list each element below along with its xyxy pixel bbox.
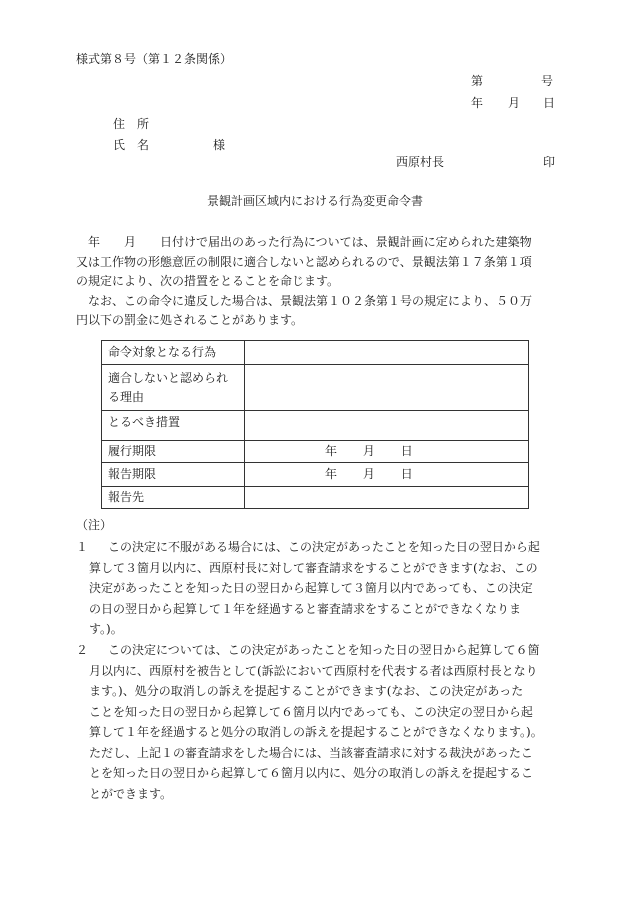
note-line: この決定に不服がある場合には、この決定があったことを知った日の翌日から起 [108,540,540,554]
table-row [102,411,529,441]
target-action-label: 命令対象となる行為 [102,341,245,365]
date-year: 年 [471,96,484,110]
body-line: 又は工作物の形態意匠の制限に適合しないと認められるので、景観法第１７条第１項 [76,254,532,269]
report-deadline-value [245,463,529,487]
compliance-deadline-label: 履行期限 [102,441,245,463]
reason-value [245,365,529,411]
table-row [102,463,529,487]
note-line: 決定があったことを知った日の翌日から起算して３箇月以内であっても、この決定 [89,581,533,595]
compliance-deadline-value [245,441,529,463]
report-deadline-label: 報告期限 [102,463,245,487]
document-title: 景観計画区域内における行為変更命令書 [206,194,423,208]
body-line: 円以下の罰金に処されることがあります。 [76,313,304,327]
issuer: 西原村長 [396,155,445,169]
note-line: ことを知った日の翌日から起算して６箇月以内であっても、この決定の翌日から起 [89,704,533,719]
note-line: ただし、上記１の審査請求をした場合には、当該審査請求に対する裁決があったこ [89,745,533,760]
note-line: とができます。 [89,786,173,801]
note-number: １ [76,540,89,554]
order-details-table [101,340,529,509]
notes-heading: （注） [76,518,113,532]
table-row [102,341,529,365]
body-line: 年 月 日付けで届出のあった行為については、景観計画に定められた建築物 [76,235,532,249]
report-day: 日 [400,467,413,481]
report-recipient-value [245,487,529,509]
body-line: の規定により、次の措置をとることを命じます。 [76,274,340,288]
doc-number-prefix: 第 [471,74,484,88]
note-line: す。)。 [89,622,123,636]
required-measures-value [245,411,529,441]
reason-label-line-2: る理由 [108,389,145,404]
address-label: 住 所 [113,117,150,131]
seal-mark: 印 [543,155,556,169]
deadline-year: 年 [325,444,338,458]
note-line: 算して３箇月以内に、西原村長に対して審査請求をすることができます(なお、この [89,560,538,575]
body-line: なお、この命令に違反した場合は、景観法第１０２条第１号の規定により、５０万 [76,293,533,308]
table-row [102,365,529,411]
note-line: 月以内に、西原村を被告として(訴訟において西原村を代表する者は西原村長となり [89,663,538,678]
date-month: 月 [508,96,521,110]
form-number: 様式第８号（第１２条関係） [76,52,233,66]
note-line: とを知った日の翌日から起算して６箇月以内に、処分の取消しの訴えを提起するこ [89,766,534,780]
report-year: 年 [325,467,338,481]
name-label: 氏 名 [113,138,150,152]
date-day: 日 [543,96,556,110]
reason-label-line-1: 適合しないと認められ [108,370,229,385]
deadline-day: 日 [400,444,413,458]
honorific: 様 [213,138,226,152]
required-measures-label: とるべき措置 [102,411,245,441]
report-month: 月 [362,467,375,481]
note-line: 算して１年を経過すると処分の取消しの訴えを提起することができなくなります。)。 [89,725,543,739]
body-text [76,233,556,331]
table-row [102,487,529,509]
table-row [102,441,529,463]
deadline-month: 月 [362,444,375,458]
report-recipient-label: 報告先 [102,487,245,509]
note-line: ます。)、処分の取消しの訴えを提起することができます(なお、この決定があった [89,684,524,698]
note-line: この決定については、この決定があったことを知った日の翌日から起算して６箇 [108,643,540,657]
note-1 [76,537,566,640]
doc-number-suffix: 号 [541,74,554,88]
note-line: の日の翌日から起算して１年を経過すると審査請求をすることができなくなりま [89,601,522,616]
target-action-value [245,341,529,365]
reason-label [102,365,245,411]
note-2 [76,640,566,804]
note-number: ２ [76,643,89,657]
